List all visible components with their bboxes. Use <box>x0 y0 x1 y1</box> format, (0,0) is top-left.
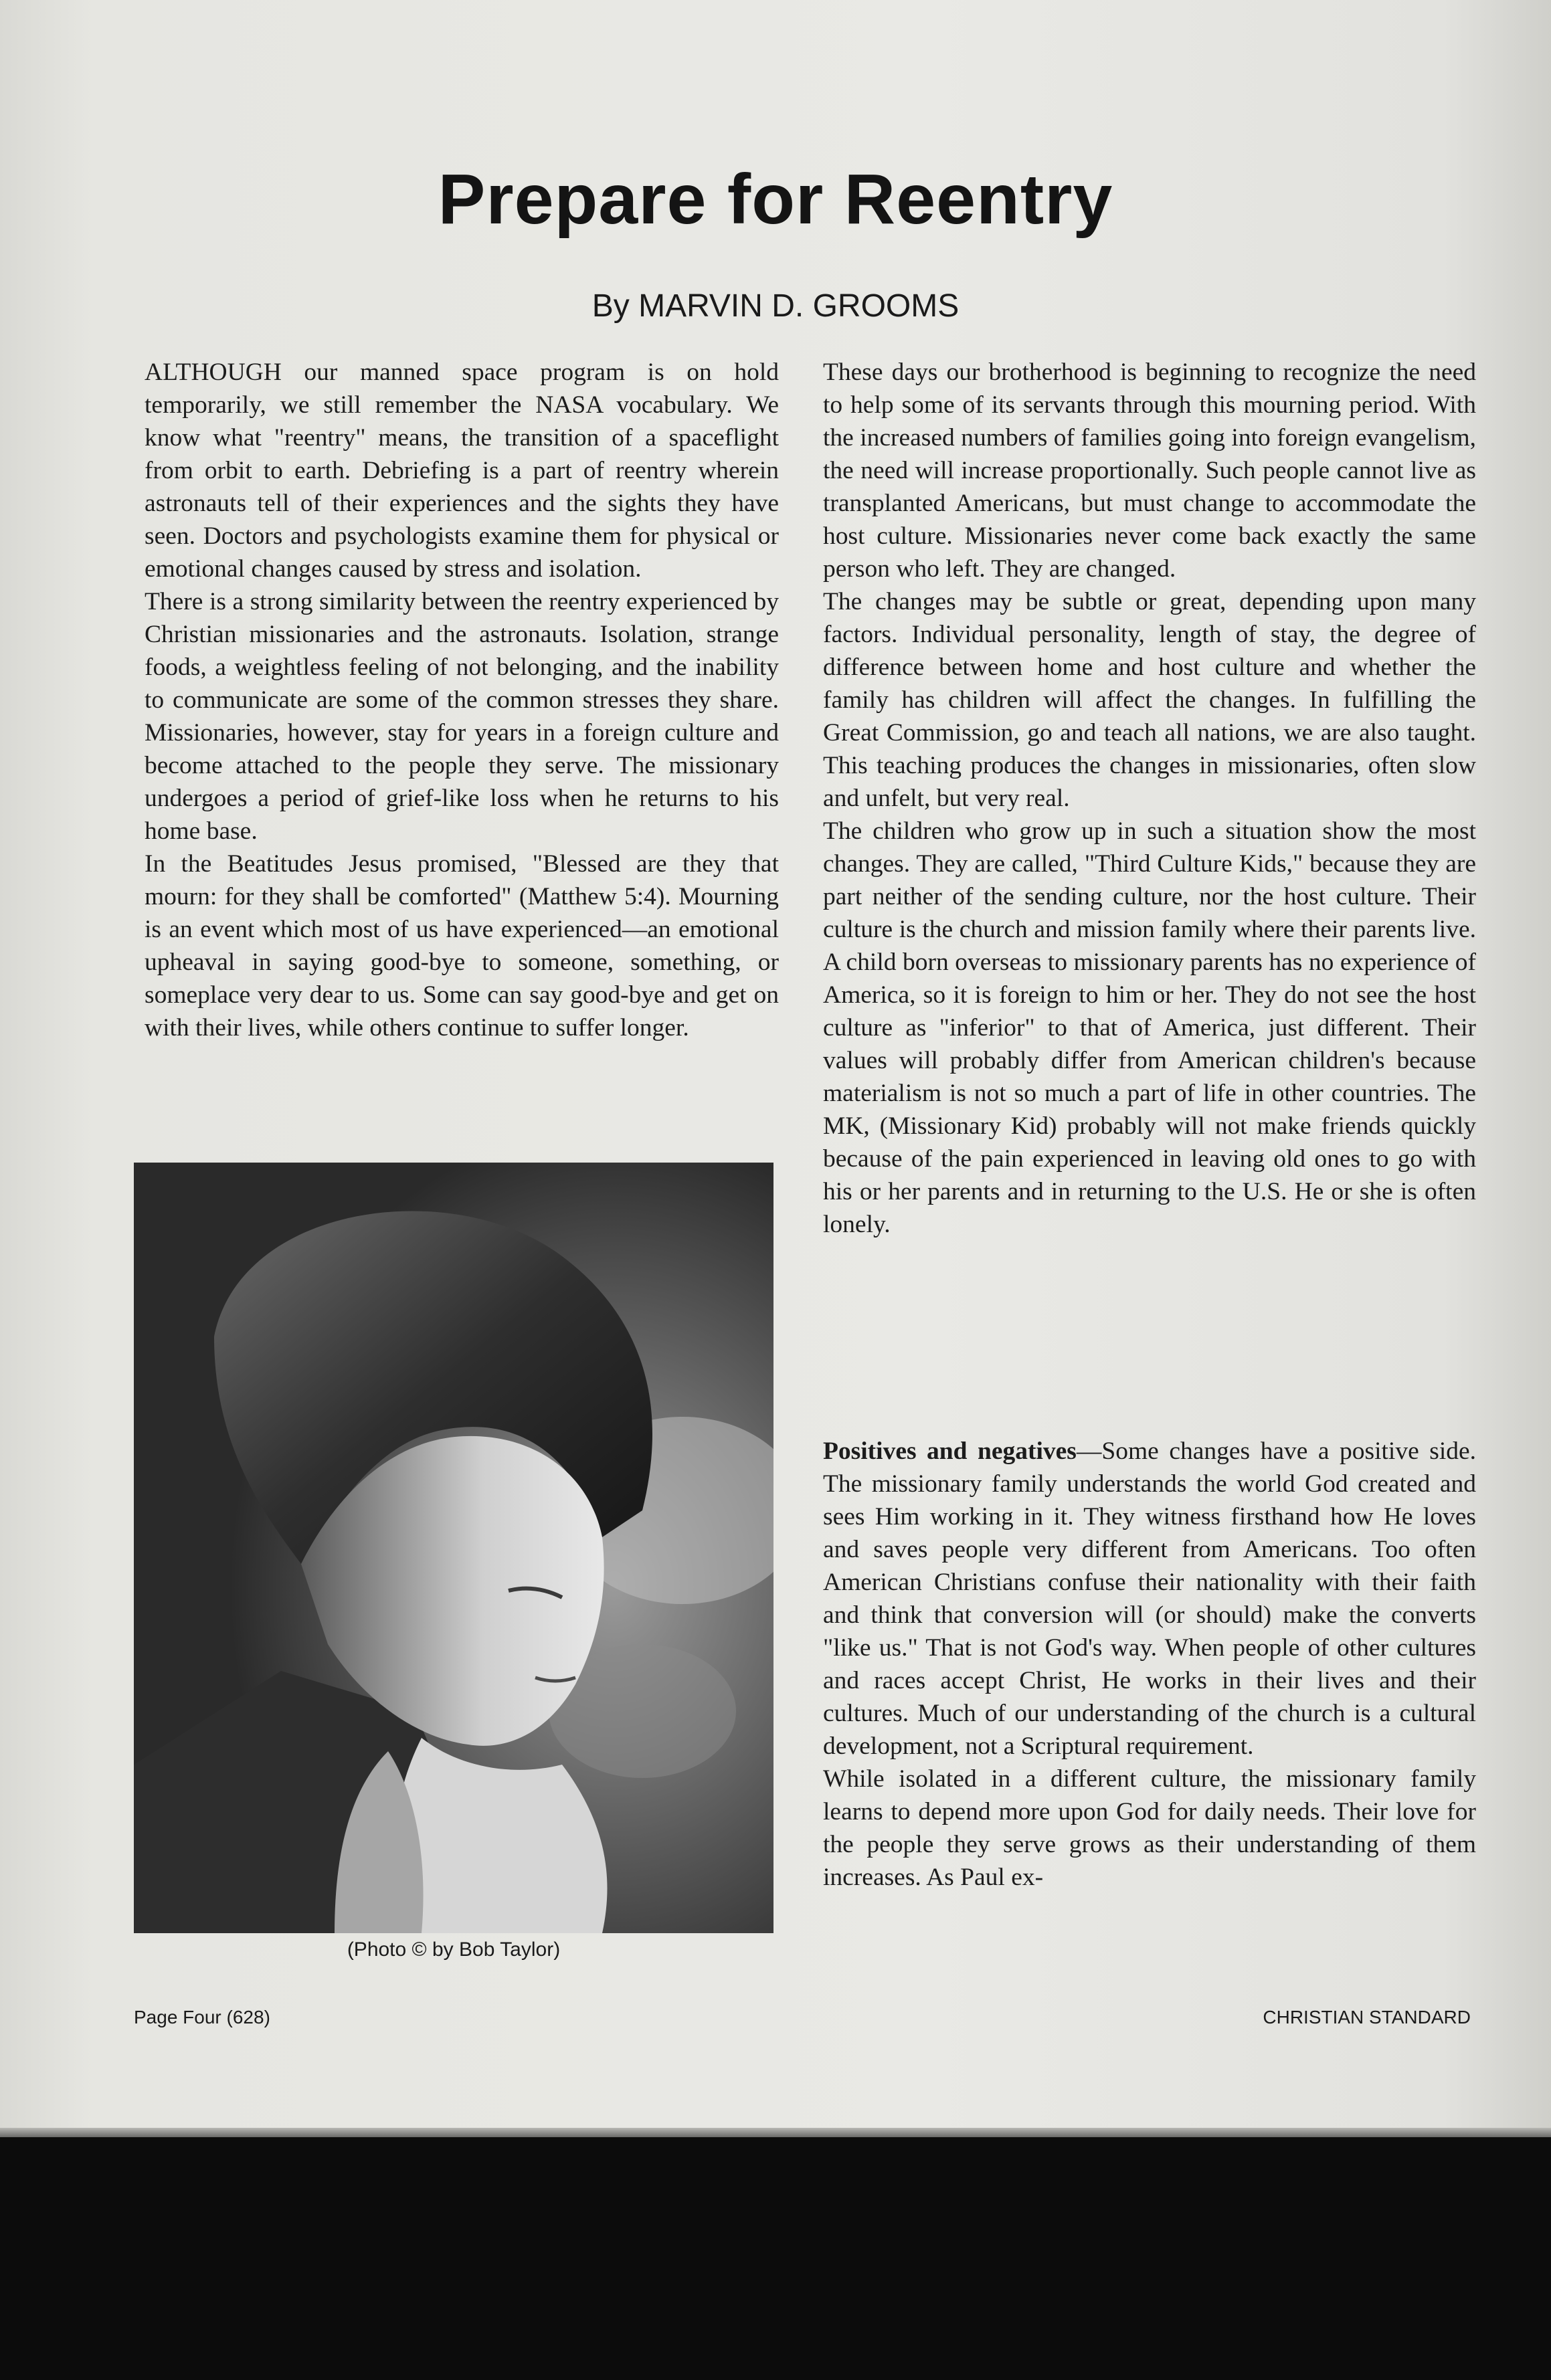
paragraph: ALTHOUGH our manned space program is on hold temporarily, we still remember the NASA vocabulary. We know what "reentry" means, the transition of a spaceflight from orbit to earth. Debriefing is a part of reentry wherein astronauts tell of their experiences and the sights they have seen. Doctors and psychologists examine them for physical or emotional changes caused by stress and isolation. <box>145 359 779 583</box>
photo-caption: (Photo © by Bob Taylor) <box>347 1939 561 1961</box>
left-column <box>145 356 779 1044</box>
right-column <box>823 356 1476 1241</box>
paragraph: These days our brotherhood is beginning to recognize the need to help some of its servants through this mourning period. With the increased numbers of families going into foreign evangelism, the need will increase proportionally. Such people cannot live as transplanted Americans, but must change to accommodate the host culture. Missionaries never come back exactly the same person who left. They are changed. <box>823 359 1476 583</box>
paragraph: In the Beatitudes Jesus promised, "Blessed are they that mourn: for they shall be comforted" (Matthew 5:4). Mourning is an event which most of us have experienced—an emotional upheaval in saying good-bye to someone, something, or someplace very dear to us. Some can say good-bye and get on with their lives, while others continue to suffer longer. <box>145 850 779 1042</box>
photo-boy-thinking <box>134 1163 773 1933</box>
right-column-section <box>823 1435 1476 1894</box>
paragraph: There is a strong similarity between the reentry experienced by Christian missionaries and the astronauts. Isolation, strange foods, a weightless feeling of not belonging, and the inability to communicate are some of the common stresses they share. Missionaries, however, stay for years in a foreign culture and become attached to the people they serve. The missionary undergoes a period of grief-like loss when he returns to his home base. <box>145 588 779 845</box>
section-subhead: Positives and negatives <box>823 1437 1077 1465</box>
paragraph: The changes may be subtle or great, depending upon many factors. Individual personality, length of stay, the degree of difference between home and host culture and whether the family has children will affect the changes. In fulfilling the Great Commission, go and teach all nations, we are also taught. This teaching produces the changes in missionaries, often slow and unfelt, but very real. <box>823 588 1476 812</box>
page-number: Page Four (628) <box>134 2007 270 2027</box>
publication-name: CHRISTIAN STANDARD <box>1263 2007 1471 2027</box>
article-byline: By MARVIN D. GROOMS <box>591 288 960 324</box>
subhead-body: —Some changes have a positive side. The missionary family understands the world God created and sees Him working in it. They witness firsthand how He loves and saves people very different from Americans. Too often American Christians confuse their nationality with their faith and think that conversion will (or should) make the converts "like us." That is not God's way. When people of other cultures and races accept Christ, He works in their lives and their cultures. Much of our understanding of the church is a cultural development, not a Scriptural requirement. <box>823 1437 1477 1760</box>
paragraph: While isolated in a different culture, the missionary family learns to depend more upon God for daily needs. Their love for the people they serve grows as their understanding of them increases. As Paul ex- <box>823 1765 1476 1891</box>
paragraph: The children who grow up in such a situation show the most changes. They are called, "Third Culture Kids," because they are part neither of the sending culture, nor the host culture. Their culture is the church and mission family where their parents live. A child born overseas to missionary parents has no experience of America, so it is foreign to him or her. They do not see the host culture as "inferior" to that of America, just different. Their values will probably differ from American children's because materialism is not so much a part of life in other countries. The MK, (Missionary Kid) probably will not make friends quickly because of the pain experienced in leaving old ones to go with his or her parents and in returning to the U.S. He or she is often lonely. <box>823 817 1476 1238</box>
article-title: Prepare for Reentry <box>438 160 1113 239</box>
paragraph <box>823 1435 1476 1763</box>
